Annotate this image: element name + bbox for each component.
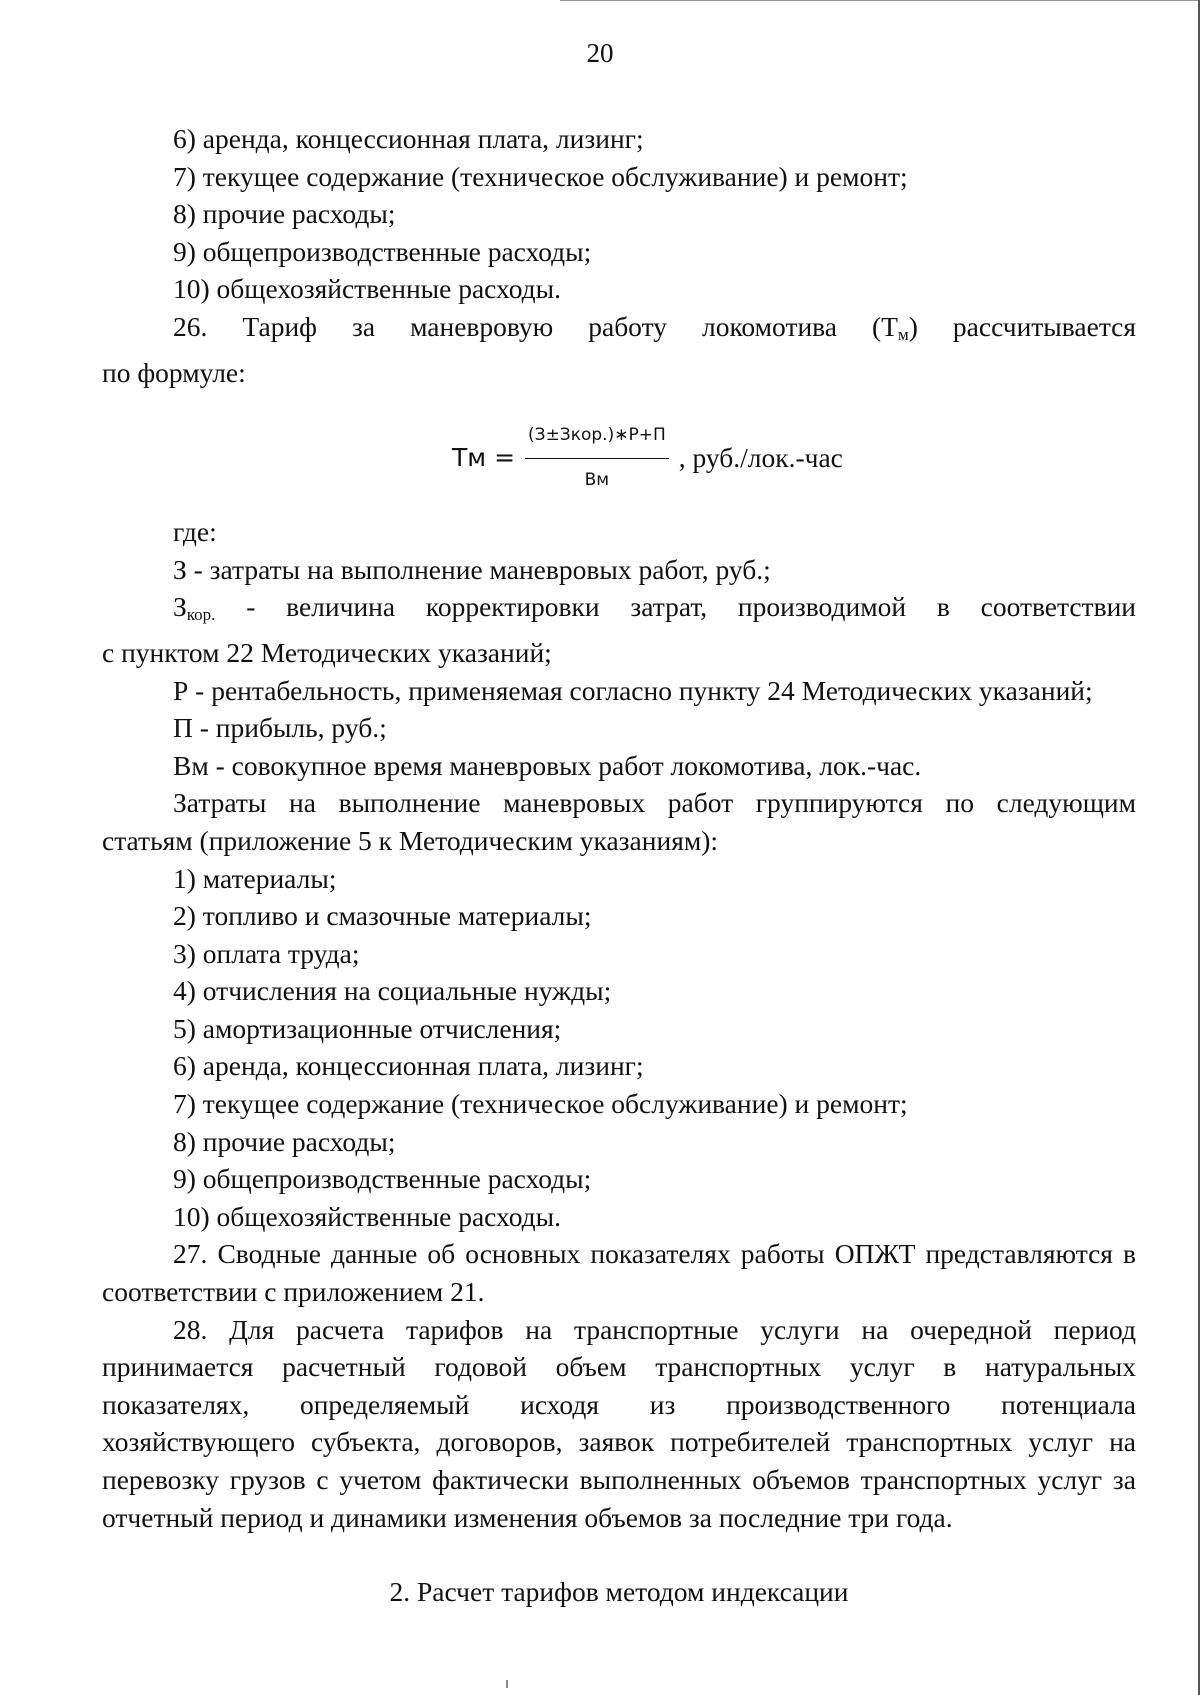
formula-lhs: Тм = (452, 443, 516, 473)
paragraph-28-line-2: принимается расчетный годовой объем транспортных услуг в натуральных (102, 1351, 1136, 1383)
paragraph-27-line-1: 27. Сводные данные об основных показателях работы ОПЖТ представляются в (173, 1238, 1136, 1270)
paragraph-28-line-1: 28. Для расчета тарифов на транспортные услуги на очередной период (173, 1313, 1136, 1345)
paragraph-28-line-6: отчетный период и динамики изменения объемов за последние три года. (102, 1501, 953, 1533)
list-item: 5) амортизационные отчисления; (173, 1012, 562, 1044)
formula-denominator: Вм (584, 469, 610, 490)
cost-items-list (102, 860, 1136, 1236)
formula-unit: , руб./лок.-час (678, 442, 843, 474)
paragraph-28-line-3: показателях, определяемый исходя из производственного потенциала (102, 1388, 1136, 1420)
formula-numerator: (З±Зкор.)∗Р+П (525, 417, 669, 459)
where-label: где: (173, 516, 217, 548)
list-item: 6) аренда, концессионная плата, лизинг; (173, 1050, 644, 1082)
paragraph-26-line-1: 26. Тариф за маневровую работу локомотива $(Т_м)$ рассчитывается (173, 310, 1137, 344)
paragraph-26-line-2: по формуле: (102, 356, 246, 388)
paragraph-28 (102, 1311, 1136, 1537)
list-item: 7) текущее содержание (техническое обслуживание) и ремонт; (173, 160, 908, 192)
list-item: 8) прочие расходы; (173, 1125, 396, 1157)
list-item: 9) общепроизводственные расходы; (173, 1163, 592, 1195)
paragraph-28-line-5: перевозку грузов с учетом фактически выполненных объемов транспортных услуг за (102, 1464, 1136, 1495)
definition-vm: Вм - совокупное время маневровых работ локомотива, лок.-час. (173, 749, 922, 781)
paragraph-27 (102, 1235, 1136, 1310)
cost-groups-line-2: статьям (приложение 5 к Методическим указаниям): (102, 824, 719, 856)
paragraph-28-line-4: хозяйствующего субъекта, договоров, заявок потребителей транспортных услуг на (102, 1426, 1136, 1458)
scan-mark (506, 1680, 508, 1688)
list-item: 1) материалы; (173, 862, 337, 894)
section-heading: 2. Расчет тарифов методом индексации (389, 1576, 849, 1608)
document-body (102, 120, 1136, 1611)
definition-zkor-line-2: с пунктом 22 Методических указаний; (102, 636, 552, 668)
list-item: 2) топливо и смазочные материалы; (173, 900, 592, 932)
list-item: 7) текущее содержание (техническое обслуживание) и ремонт; (173, 1088, 908, 1120)
definition-z: З - затраты на выполнение маневровых работ, руб.; (173, 553, 771, 585)
list-item: 6) аренда, концессионная плата, лизинг; (173, 123, 644, 154)
list-item: 3) оплата труда; (173, 937, 360, 969)
definitions (102, 551, 1136, 785)
list-item: 8) прочие расходы; (173, 198, 396, 230)
cost-groups-line-1: Затраты на выполнение маневровых работ группируются по следующим (173, 787, 1136, 819)
definition-p: П - прибыль, руб.; (173, 712, 387, 744)
paragraph-27-line-2: соответствии с приложением 21. (102, 1276, 485, 1308)
page-number: 20 (586, 38, 614, 68)
list-item: 4) отчисления на социальные нужды; (173, 975, 612, 1007)
tariff-formula (102, 391, 1136, 513)
list-item: 9) общепроизводственные расходы; (173, 235, 592, 267)
formula-fraction (525, 417, 669, 499)
paragraph-26 (102, 308, 1136, 391)
section-spacer (102, 1536, 1136, 1573)
cost-groups-paragraph (102, 784, 1136, 859)
scan-edge-top (560, 0, 1200, 1)
definition-r: Р - рентабельность, применяемая согласно пункту 24 Методических указаний; (173, 674, 1093, 706)
definition-zkor-line-1: $З_{кор.}$ - величина корректировки затрат, производимой в соответствии (173, 591, 1136, 625)
list-item: 10) общехозяйственные расходы. (173, 273, 562, 305)
list-item: 10) общехозяйственные расходы. (173, 1200, 562, 1232)
cost-items-list-continued (102, 120, 1136, 308)
